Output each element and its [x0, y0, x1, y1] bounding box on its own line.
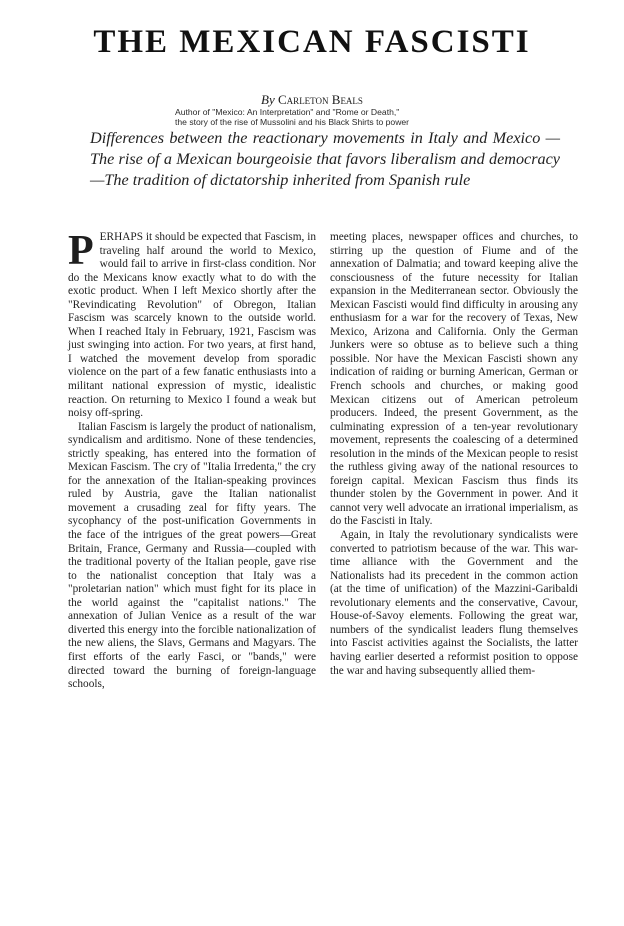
body-paragraph	[68, 228, 316, 421]
article-title: THE MEXICAN FASCISTI	[93, 24, 531, 60]
author-name: Carleton Beals	[278, 92, 363, 107]
byline	[0, 92, 624, 108]
author-credit	[175, 107, 505, 127]
paragraph-text: ERHAPS it should be expected that Fascism, in traveling half around the world to Mexico, would fail to arrive in first-class condition. Nor do the Mexicans know exactly what to do with the exotic product. When I left Mexico shortly after the "Revindicating Revolution" of Obregon, Italian Fascism was scarcely known to the outside world. When I reached Italy in February, 1921, Fascism was just swinging into action. For two years, at first hand, I watched the movement develop from sporadic violence on the part of a few fanatic enthusiasts into a militant national expression of mystic, idealistic reaction. On returning to Mexico I found a weak but noisy off-spring.	[68, 231, 316, 420]
article-deck: Differences between the reactionary movements in Italy and Mexico —The rise of a Mexican bourgeoisie that favors liberalism and democracy—The tradition of dictatorship inherited from Spanish rule	[90, 129, 560, 189]
left-column	[68, 228, 316, 692]
body-paragraph: meeting places, newspaper offices and churches, to stirring up the question of Fiume and of the annexation of Dalmatia; and toward keeping alive the consciousness of the future necessity for Italian expansion in the Mediterranean sector. Obviously the Mexican Fascisti would find difficulty in arousing any enthusiasm for a war for the recovery of Texas, New Mexico, Arizona and California. Only the German Junkers were so obtuse as to believe such a thing possible. Nor have the Mexican Fascisti shown any indication of raiding or burning American, German or French schools and churches, or making good Mexican citizens out of American petroleum producers. Indeed, the present Government, as the culminating expression of a ten-year revolutionary movement, represents the coalescing of a determined resolution in the minds of the Mexican people to resist the ruthless giving away of the national resources to foreign capital. Mexican Fascism thus finds its thunder stolen by the Government in power. And it cannot very well advocate an irrational imperialism, as do the Fascisti in Italy.	[330, 231, 578, 528]
right-column	[330, 231, 578, 678]
credit-line-1: Author of "Mexico: An Interpretation" and "Rome or Death,"	[175, 107, 400, 117]
byline-prefix: By	[261, 92, 275, 107]
body-paragraph: Italian Fascism is largely the product of nationalism, syndicalism and arditismo. None of these tendencies, strictly speaking, has entered into the formation of Mexican Fascism. The cry of "Italia Irredenta," the cry for the annexation of the Italian-speaking provinces ruled by Austria, gave the Italian nationalist movement a crusading zeal for fifty years. The sycophancy of the post-unification Governments in the face of the intrigues of the great powers—Great Britain, France, Germany and Russia—coupled with the traditional poverty of the Italian people, gave rise to the nationalist conception that Italy was a "proletarian nation" which must fight for its place in the world against the "capitalist nations." The annexation of Julian Venice as a result of the war diverted this energy into the forcible nationalization of the new aliens, the Slavs, Germans and Magyars. The first efforts of the early Fasci, or "bands," were directed toward the burning of foreign-language schools,	[68, 420, 316, 691]
credit-line-2: the story of the rise of Mussolini and his Black Shirts to power	[175, 117, 410, 127]
drop-cap: P	[68, 228, 94, 274]
body-paragraph: Again, in Italy the revolutionary syndicalists were converted to patriotism because of the war. This war-time alliance with the Government and the Nationalists had its precedent in the common action (at the time of unification) of the Mazzini-Garibaldi revolutionary elements and the conservative, Cavour, House-of-Savoy elements. Following the great war, numbers of the syndicalist leaders flung themselves into Fascist activities against the Socialists, the latter having earlier deserted a reformist position to oppose the war and having subsequently allied them-	[330, 529, 578, 677]
